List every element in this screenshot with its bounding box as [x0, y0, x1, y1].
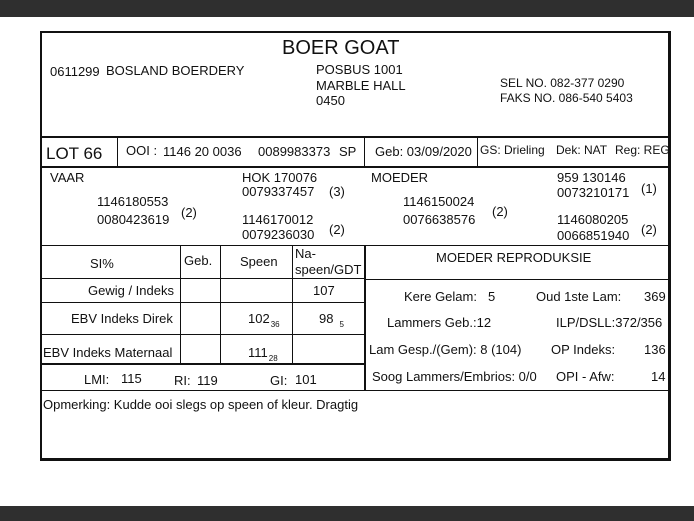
- dam-sire-line-1: 959 130146: [557, 170, 626, 185]
- ebv-accuracy: 5: [339, 320, 344, 329]
- card-title: BOER GOAT: [282, 37, 400, 59]
- birth-status: GS: Drieling: [480, 143, 545, 157]
- divider-lot-3: [477, 137, 478, 166]
- phone-number: SEL NO. 082-377 0290: [500, 76, 625, 90]
- sire-sire-line-1: HOK 170076: [242, 170, 318, 185]
- repro-ilp: ILP/DSLL:372/356: [556, 315, 663, 330]
- ebv-header-geb: Geb.: [184, 253, 213, 268]
- ebv-row-label: Gewig / Indeks: [88, 283, 174, 298]
- dam-id-1: 1146150024: [403, 194, 475, 209]
- ebv-row-speen: [248, 311, 280, 328]
- ooi-label: OOI :: [126, 143, 158, 158]
- gi-value: 101: [295, 372, 317, 387]
- sire-dam-line-1: 1146170012: [242, 212, 314, 227]
- dam-generation: (2): [492, 204, 508, 219]
- dam-sire-generation: (1): [641, 181, 657, 196]
- divider-lot-top: [40, 136, 671, 138]
- ebv-header-si: SI%: [90, 256, 114, 271]
- top-dark-band: [0, 0, 694, 17]
- breeder-code: 0611299: [50, 64, 100, 79]
- sire-dam-line-2: 0079236030: [242, 227, 315, 242]
- ebv-row-speen: [248, 345, 278, 362]
- ri-value: 119: [197, 373, 218, 388]
- sire-generation: (2): [181, 205, 197, 220]
- ooi-number: 1146 20 0036: [163, 144, 242, 159]
- remarks: Opmerking: Kudde ooi slegs op speen of kleur. Dragtig: [43, 397, 359, 412]
- sire-sire-line-2: 0079337457: [242, 184, 315, 199]
- sire-id-1: 1146180553: [97, 194, 169, 209]
- sire-sire-generation: (3): [329, 184, 345, 199]
- divider-ebv-header: [40, 278, 365, 279]
- ebv-accuracy: 36: [270, 320, 280, 329]
- breeder-name: BOSLAND BOERDERY: [106, 63, 245, 78]
- sire-label: VAAR: [50, 170, 85, 185]
- repro-lam-gesp: Lam Gesp./(Gem): 8 (104): [369, 342, 522, 357]
- repro-op-label: OP Indeks:: [551, 342, 616, 357]
- repro-opi-label: OPI - Afw:: [556, 369, 615, 384]
- divider-repro-header: [365, 279, 671, 280]
- divider-lot-bottom: [40, 166, 671, 168]
- repro-title: MOEDER REPRODUKSIE: [436, 250, 592, 265]
- ri-label: RI:: [174, 373, 191, 388]
- ebv-row-label: EBV Indeks Direk: [71, 311, 173, 326]
- divider-lot-1: [117, 137, 118, 166]
- ebv-row-label: EBV Indeks Maternaal: [43, 345, 173, 360]
- address-line-1: POSBUS 1001: [316, 62, 403, 77]
- birth-date: Geb: 03/09/2020: [375, 144, 472, 159]
- divider-ebv-row-3: [40, 363, 365, 365]
- dam-id-2: 0076638576: [403, 212, 476, 227]
- ebv-value: 102: [248, 311, 270, 326]
- ooi-id: 0089983373: [258, 144, 331, 159]
- divider-ebv-col-2: [220, 246, 221, 363]
- ooi-sp: SP: [339, 144, 357, 159]
- ebv-accuracy: 28: [268, 354, 278, 363]
- ebv-header-speen: Speen: [240, 254, 278, 269]
- ebv-header-naspeen-1: Na-: [295, 246, 316, 261]
- ebv-value: 111: [248, 345, 268, 360]
- fax-number: FAKS NO. 086-540 5403: [500, 91, 633, 105]
- divider-ebv-repro: [364, 245, 366, 390]
- repro-oud-value: 369: [644, 289, 666, 304]
- lmi-label: LMI:: [84, 372, 110, 387]
- repro-soog: Soog Lammers/Embrios: 0/0: [372, 369, 537, 384]
- repro-kere-gelam-label: Kere Gelam:: [404, 289, 477, 304]
- divider-ebv-top: [40, 245, 671, 246]
- divider-ebv-col-1: [180, 246, 181, 363]
- lmi-value: 115: [121, 371, 142, 386]
- sire-id-2: 0080423619: [97, 212, 170, 227]
- bottom-dark-band: [0, 506, 694, 521]
- ebv-row-naspeen: 107: [313, 283, 335, 298]
- divider-ebv-col-3: [292, 246, 293, 363]
- ebv-row-naspeen: [319, 311, 344, 328]
- repro-lammers-geb: Lammers Geb.:12: [387, 315, 492, 330]
- ebv-value: 98: [319, 311, 334, 326]
- dam-dam-line-2: 0066851940: [557, 228, 630, 243]
- mating-type: Dek: NAT: [556, 143, 608, 157]
- lot-number: LOT 66: [46, 144, 103, 163]
- dam-sire-line-2: 0073210171: [557, 185, 630, 200]
- repro-kere-gelam-value: 5: [488, 289, 496, 304]
- divider-remarks: [40, 390, 671, 391]
- divider-ebv-row-1: [40, 302, 365, 303]
- repro-opi-value: 14: [651, 369, 666, 384]
- dam-label: MOEDER: [371, 170, 429, 185]
- ebv-header-naspeen-2: speen/GDT: [295, 262, 362, 277]
- repro-op-value: 136: [644, 342, 666, 357]
- divider-lot-2: [364, 137, 365, 166]
- repro-oud-label: Oud 1ste Lam:: [536, 289, 622, 304]
- dam-dam-line-1: 1146080205: [557, 212, 629, 227]
- gi-label: GI:: [270, 373, 288, 388]
- divider-ebv-row-2: [40, 334, 365, 335]
- sire-dam-generation: (2): [329, 222, 345, 237]
- dam-dam-generation: (2): [641, 222, 657, 237]
- address-line-2: MARBLE HALL: [316, 78, 406, 93]
- address-line-3: 0450: [316, 93, 345, 108]
- registration: Reg: REG: [615, 143, 670, 157]
